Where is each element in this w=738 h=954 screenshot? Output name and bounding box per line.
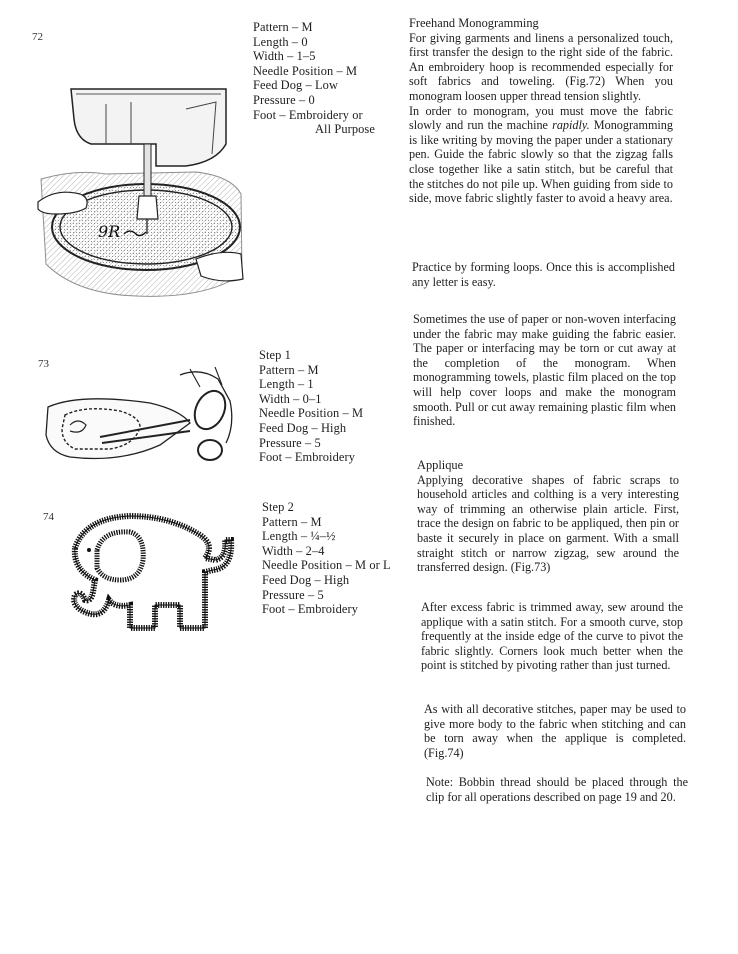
length-setting: Length – 0 — [253, 34, 308, 49]
needle-position-setting: Needle Position – M — [259, 406, 364, 421]
hoop-monogram-lettering: 9R — [98, 222, 121, 241]
section-heading: Freehand Monogramming — [409, 16, 539, 30]
loops-paragraph: Practice by forming loops. Once this is accomplished any letter is easy. — [412, 260, 675, 289]
figure-72-settings — [253, 20, 375, 137]
paragraph: In order to monogram, you must move the fabric slowly and run the machine rapidly. Monogramming is like writing by moving the paper under a stationary pen. Guide the fabric slowly so that the zigzag falls close together like a satin stitch, but be careful that the stitches do not pile up. When guiding from side to side, move fabric slightly faster to avoid a heavy area. — [409, 103, 673, 206]
step-label: Step 1 — [259, 348, 291, 362]
paper-interfacing-paragraph: Sometimes the use of paper or non-woven interfacing under the fabric may make guiding the fabric easier. The paper or interfacing may be torn or cut away at the completion of the monogram. When monogramming towels, plastic film placed on the top will help cover loops and make the monogram smooth. Pull or cut away remaining plastic film when finished. — [413, 312, 676, 429]
pattern-setting: Pattern – M — [253, 20, 313, 34]
figure-73-number: 73 — [38, 358, 49, 370]
figure-74-settings — [262, 500, 391, 617]
needle-position-setting: Needle Position – M — [253, 63, 358, 78]
freehand-monogramming-section — [409, 16, 673, 206]
satin-stitch-paragraph: After excess fabric is trimmed away, sew around the applique with a satin stitch. For a smooth curve, stop frequently at the inside edge of the curve to pivot the fabric slightly. Corners look much better when the point is stitched by pivoting rather than just turned. — [421, 600, 683, 673]
figure-72-number: 72 — [32, 31, 43, 43]
bobbin-note: Note: Bobbin thread should be placed through the clip for all operations described on page 19 and 20. — [426, 775, 688, 804]
foot-setting: Foot – Embroidery — [262, 602, 358, 617]
pressure-setting: Pressure – 5 — [259, 435, 321, 450]
feed-dog-setting: Feed Dog – Low — [253, 78, 339, 93]
width-setting: Width – 1–5 — [253, 49, 316, 64]
figure-72-machine-hoop-illustration — [36, 84, 246, 306]
length-setting: Length – ¼–½ — [262, 529, 336, 544]
feed-dog-setting: Feed Dog – High — [262, 572, 350, 587]
step-label: Step 2 — [262, 500, 294, 514]
width-setting: Width – 2–4 — [262, 543, 325, 558]
length-setting: Length – 1 — [259, 377, 314, 392]
figure-74-elephant-applique-illustration — [45, 510, 235, 638]
applique-section — [417, 458, 679, 575]
needle-position-setting: Needle Position – M or L — [262, 558, 391, 573]
foot-setting: Foot – Embroidery — [259, 450, 355, 465]
pressure-setting: Pressure – 5 — [262, 587, 324, 602]
pattern-setting: Pattern – M — [262, 514, 322, 529]
pattern-setting: Pattern – M — [259, 362, 319, 377]
section-heading: Applique — [417, 458, 464, 472]
decorative-stitch-paragraph: As with all decorative stitches, paper may be used to give more body to the fabric when stitching and can be torn away when the applique is completed. (Fig.74) — [424, 702, 686, 760]
paragraph: Applying decorative shapes of fabric scraps to household articles and colthing is a very interesting way of trimming an otherwise plain article. First, trace the design on fabric to be appliqued, then pin or baste it securely in place on garment. With a small straight stitch or narrow zigzag, sew around the transferred design. (Fig.73) — [417, 472, 679, 575]
foot-setting-continued: All Purpose — [315, 122, 375, 137]
foot-setting: Foot – Embroidery or — [253, 107, 363, 122]
figure-74-number: 74 — [43, 511, 54, 523]
feed-dog-setting: Feed Dog – High — [259, 420, 347, 435]
figure-73-settings — [259, 348, 363, 465]
width-setting: Width – 0–1 — [259, 391, 322, 406]
figure-73-scissors-cutting-illustration — [40, 365, 240, 475]
paragraph: For giving garments and linens a personalized touch, first transfer the design to the right side of the fabric. An embroidery hoop is recommended especially for soft fabrics and toweling. (Fig.72) When you monogram loosen upper thread tension slightly. — [409, 30, 673, 103]
pressure-setting: Pressure – 0 — [253, 92, 315, 107]
